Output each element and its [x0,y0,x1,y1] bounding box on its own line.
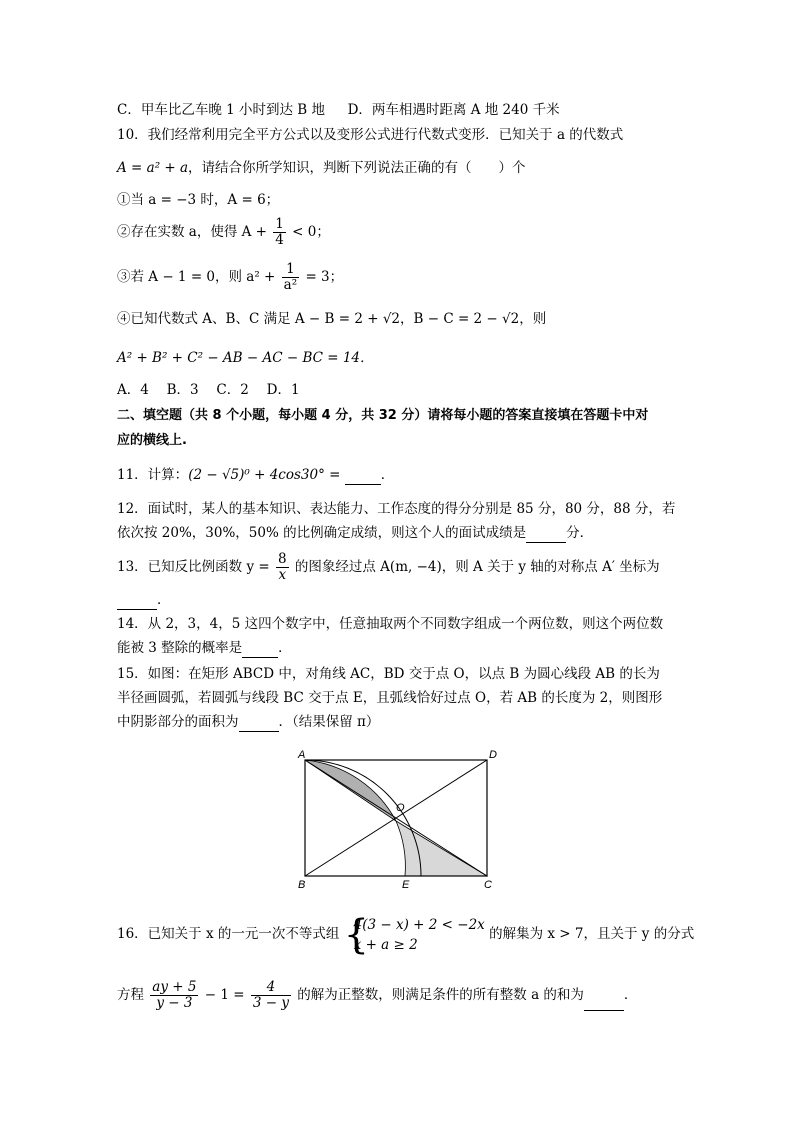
q14-line2 [117,638,292,658]
q16-fraction-1 [150,980,198,1011]
q13-line1 [117,552,660,583]
q16-equation-label: 方程 [117,987,144,1003]
label-e: E [402,879,410,891]
fraction-numerator: 1 [282,262,299,278]
q15-line2: 半径画圆弧，若圆弧与线段 BC 交于点 E，且弧线恰好过点 O，若 AB 的长度为 2，则图形 [117,690,663,706]
q16-inequality-system [343,911,485,958]
q11 [117,465,394,485]
q16-text-end: 的解集为 x > 7，且关于 y 的分式 [489,926,695,942]
q10-stem-line1: 10．我们经常利用完全平方公式以及变形公式进行代数式变形．已知关于 a 的代数式 [117,127,624,143]
fraction-numerator: ay + 5 [152,979,197,995]
q10-item1: ①当 a = −3 时，A = 6； [117,192,280,208]
answer-blank [239,717,279,732]
q12-end: 分． [566,525,594,541]
arc-ae [305,760,421,876]
answer-blank [117,595,157,610]
q10-stem-line2 [117,158,526,178]
q16-text: 16．已知关于 x 的一元一次不等式组 [117,926,340,942]
q13-line2 [117,590,171,610]
inequality-1: 4(3 − x) + 2 < −2x [353,916,485,933]
q9-option-d: D．两车相遇时距离 A 地 240 千米 [347,102,560,118]
q16-equation-middle: − 1 = [204,987,245,1003]
q11-label: 11．计算： [117,467,189,483]
q10-item3-fraction [282,262,299,293]
q10-options: A．4 B．3 C．2 D．1 [117,382,300,398]
q15-text: 中阴影部分的面积为 [117,714,239,730]
q15-rectangle-figure [290,745,510,895]
q9-option-c: C．甲车比乙车晚 1 小时到达 B 地 [117,102,326,118]
q12-line2 [117,523,593,543]
q14-end: ． [278,640,292,656]
label-c: C [484,879,492,891]
answer-blank [526,528,566,543]
q14-line1: 14．从 2，3，4，5 这四个数字中，任意抽取两个不同数字组成一个两位数，则这个两位数 [117,616,664,632]
brace-icon: { [343,911,370,958]
answer-blank [584,996,624,1011]
fraction-denominator: y − 3 [156,995,193,1011]
fraction-numerator: 8 [278,551,287,567]
q16-text-end: 的解为正整数，则满足条件的所有整数 a 的和为 [297,987,584,1003]
q10-item3 [117,262,343,293]
q16-line1 [117,911,695,958]
q10-item2-fraction [273,217,286,248]
fraction-denominator: x [278,567,287,583]
label-o: O [396,802,405,814]
q11-expression: (2 − √5)⁰ + 4cos30° = [188,467,341,483]
q10-stem-text: ，请结合你所学知识，判断下列说法正确的有（ ）个 [188,160,526,176]
q16-fraction-2 [251,980,291,1011]
q10-item3-end: = 3； [305,269,344,285]
answer-blank [242,643,278,658]
q16-end: ． [623,987,638,1003]
q13-text: 13．已知反比例函数 y = [117,559,270,575]
q9-options [117,100,560,120]
q10-expression: A = a² + a [117,160,189,176]
label-a: A [298,749,306,761]
fraction-denominator: 4 [275,232,284,248]
q12-line1: 12．面试时，某人的基本知识、表达能力、工作态度的得分分别是 85 分，80 分，88 分，若 [117,501,676,517]
section2-title-line1: 二、填空题（共 8 个小题，每小题 4 分，共 32 分）请将每小题的答案直接填在答题卡中对 [117,408,649,423]
q10-item2-end: < 0； [292,224,330,240]
q10-item3-text: ③若 A − 1 = 0，则 a² + [117,269,276,285]
q13-end: ． [157,592,171,608]
q10-item2 [117,217,330,248]
q14-text: 能被 3 整除的概率是 [117,640,243,656]
inequality-2: x + a ≥ 2 [353,936,418,953]
q15-line3 [117,712,379,732]
fraction-denominator: a² [283,277,298,293]
answer-blank [345,470,381,485]
fraction-numerator: 1 [275,216,284,232]
label-d: D [489,749,497,761]
section2-title-line2: 应的横线上. [117,433,187,448]
q15-line1: 15．如图：在矩形 ABCD 中，对角线 AC，BD 交于点 O，以点 B 为圆心线段 AB 的长为 [117,666,660,682]
fraction-denominator: 3 − y [252,995,289,1011]
q16-line2 [117,980,637,1011]
fraction-numerator: 4 [251,980,291,996]
q13-fraction [276,552,289,583]
q13-text-end: 的图象经过点 A(m, −4)，则 A 关于 y 轴的对称点 A′ 坐标为 [294,559,660,575]
label-b: B [298,879,306,891]
q10-item4-line1: ④已知代数式 A、B、C 满足 A − B = 2 + √2，B − C = 2 − √2，则 [117,311,547,327]
q10-item4-line2: A² + B² + C² − AB − AC − BC = 14． [117,350,374,366]
q11-end: ． [380,467,395,483]
q12-text: 依次按 20%，30%，50% 的比例确定成绩，则这个人的面试成绩是 [117,525,527,541]
q10-item2-text: ②存在实数 a，使得 A + [117,224,267,240]
q15-end: ．（结果保留 π） [278,714,380,730]
